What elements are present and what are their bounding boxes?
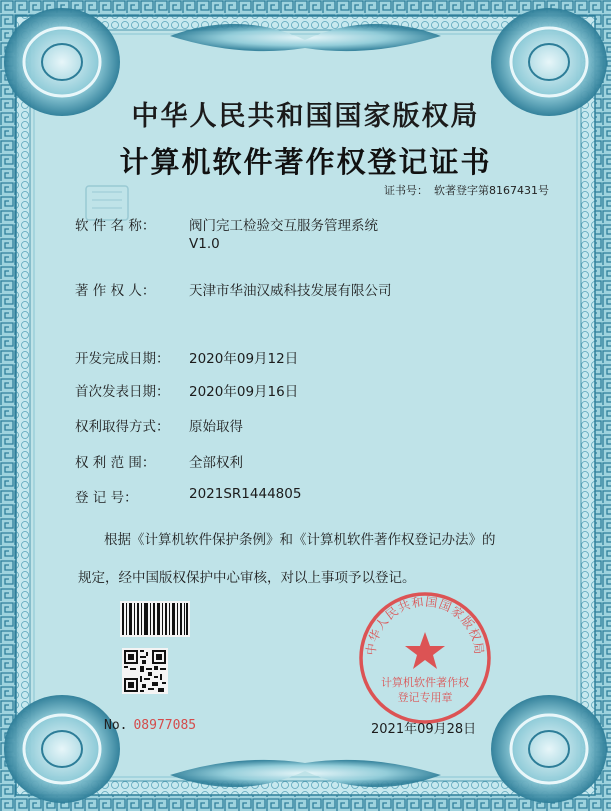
corner-ornament-bottom-right — [491, 695, 607, 803]
corner-ornament-bottom-left — [4, 695, 120, 803]
software-name-value: 阀门完工检验交互服务管理系统 — [189, 218, 378, 234]
issue-date: 2021年09月28日 — [371, 722, 477, 737]
field-value: 2020年09月16日 — [189, 384, 299, 400]
certificate-number-label: 证书号： — [384, 184, 428, 197]
field-publication-date — [75, 380, 298, 400]
field-value: 原始取得 — [189, 419, 243, 435]
field-registration-number — [75, 486, 301, 506]
field-software-name — [75, 214, 378, 252]
serial-number-value: 08977085 — [133, 718, 197, 733]
field-label: 著 作 权 人： — [75, 283, 156, 299]
software-version-value: V1.0 — [189, 236, 220, 252]
field-value: 2021SR1444805 — [189, 486, 302, 502]
field-scope — [75, 451, 243, 471]
field-label: 登 记 号： — [75, 490, 138, 506]
seal-star-icon — [405, 632, 445, 669]
seal-arc-text: 中华人民共和国国家版权局 — [363, 594, 487, 657]
certificate-title: 计算机软件著作权登记证书 — [119, 145, 492, 179]
seal-line-2: 登记专用章 — [397, 691, 453, 704]
field-copyright-owner — [75, 279, 392, 299]
field-acquisition-method — [75, 415, 243, 435]
field-value: 2020年09月12日 — [189, 351, 299, 367]
seal-line-1: 计算机软件著作权 — [381, 676, 469, 689]
authority-title: 中华人民共和国国家版权局 — [131, 101, 480, 132]
field-value — [189, 214, 378, 252]
field-label: 首次发表日期： — [75, 384, 170, 400]
field-value: 全部权利 — [189, 455, 243, 471]
certificate-number-value: 软著登字第8167431号 — [434, 184, 549, 197]
field-label: 开发完成日期： — [75, 351, 170, 367]
serial-number-label: No. — [104, 718, 128, 733]
field-label: 权 利 范 围： — [75, 455, 156, 471]
field-completion-date — [75, 347, 298, 367]
statement-line-2: 规定，经中国版权保护中心审核，对以上事项予以登记。 — [78, 570, 416, 586]
field-label: 软 件 名 称： — [75, 218, 156, 234]
certificate-number — [378, 182, 549, 198]
official-seal — [355, 588, 495, 728]
statement-line-1: 根据《计算机软件保护条例》和《计算机软件著作权登记办法》的 — [104, 532, 496, 548]
field-value: 天津市华油汉威科技发展有限公司 — [189, 283, 392, 299]
barcode-image — [120, 601, 190, 637]
field-label: 权利取得方式： — [75, 419, 170, 435]
serial-number — [104, 718, 196, 733]
qr-code-image — [122, 648, 168, 694]
